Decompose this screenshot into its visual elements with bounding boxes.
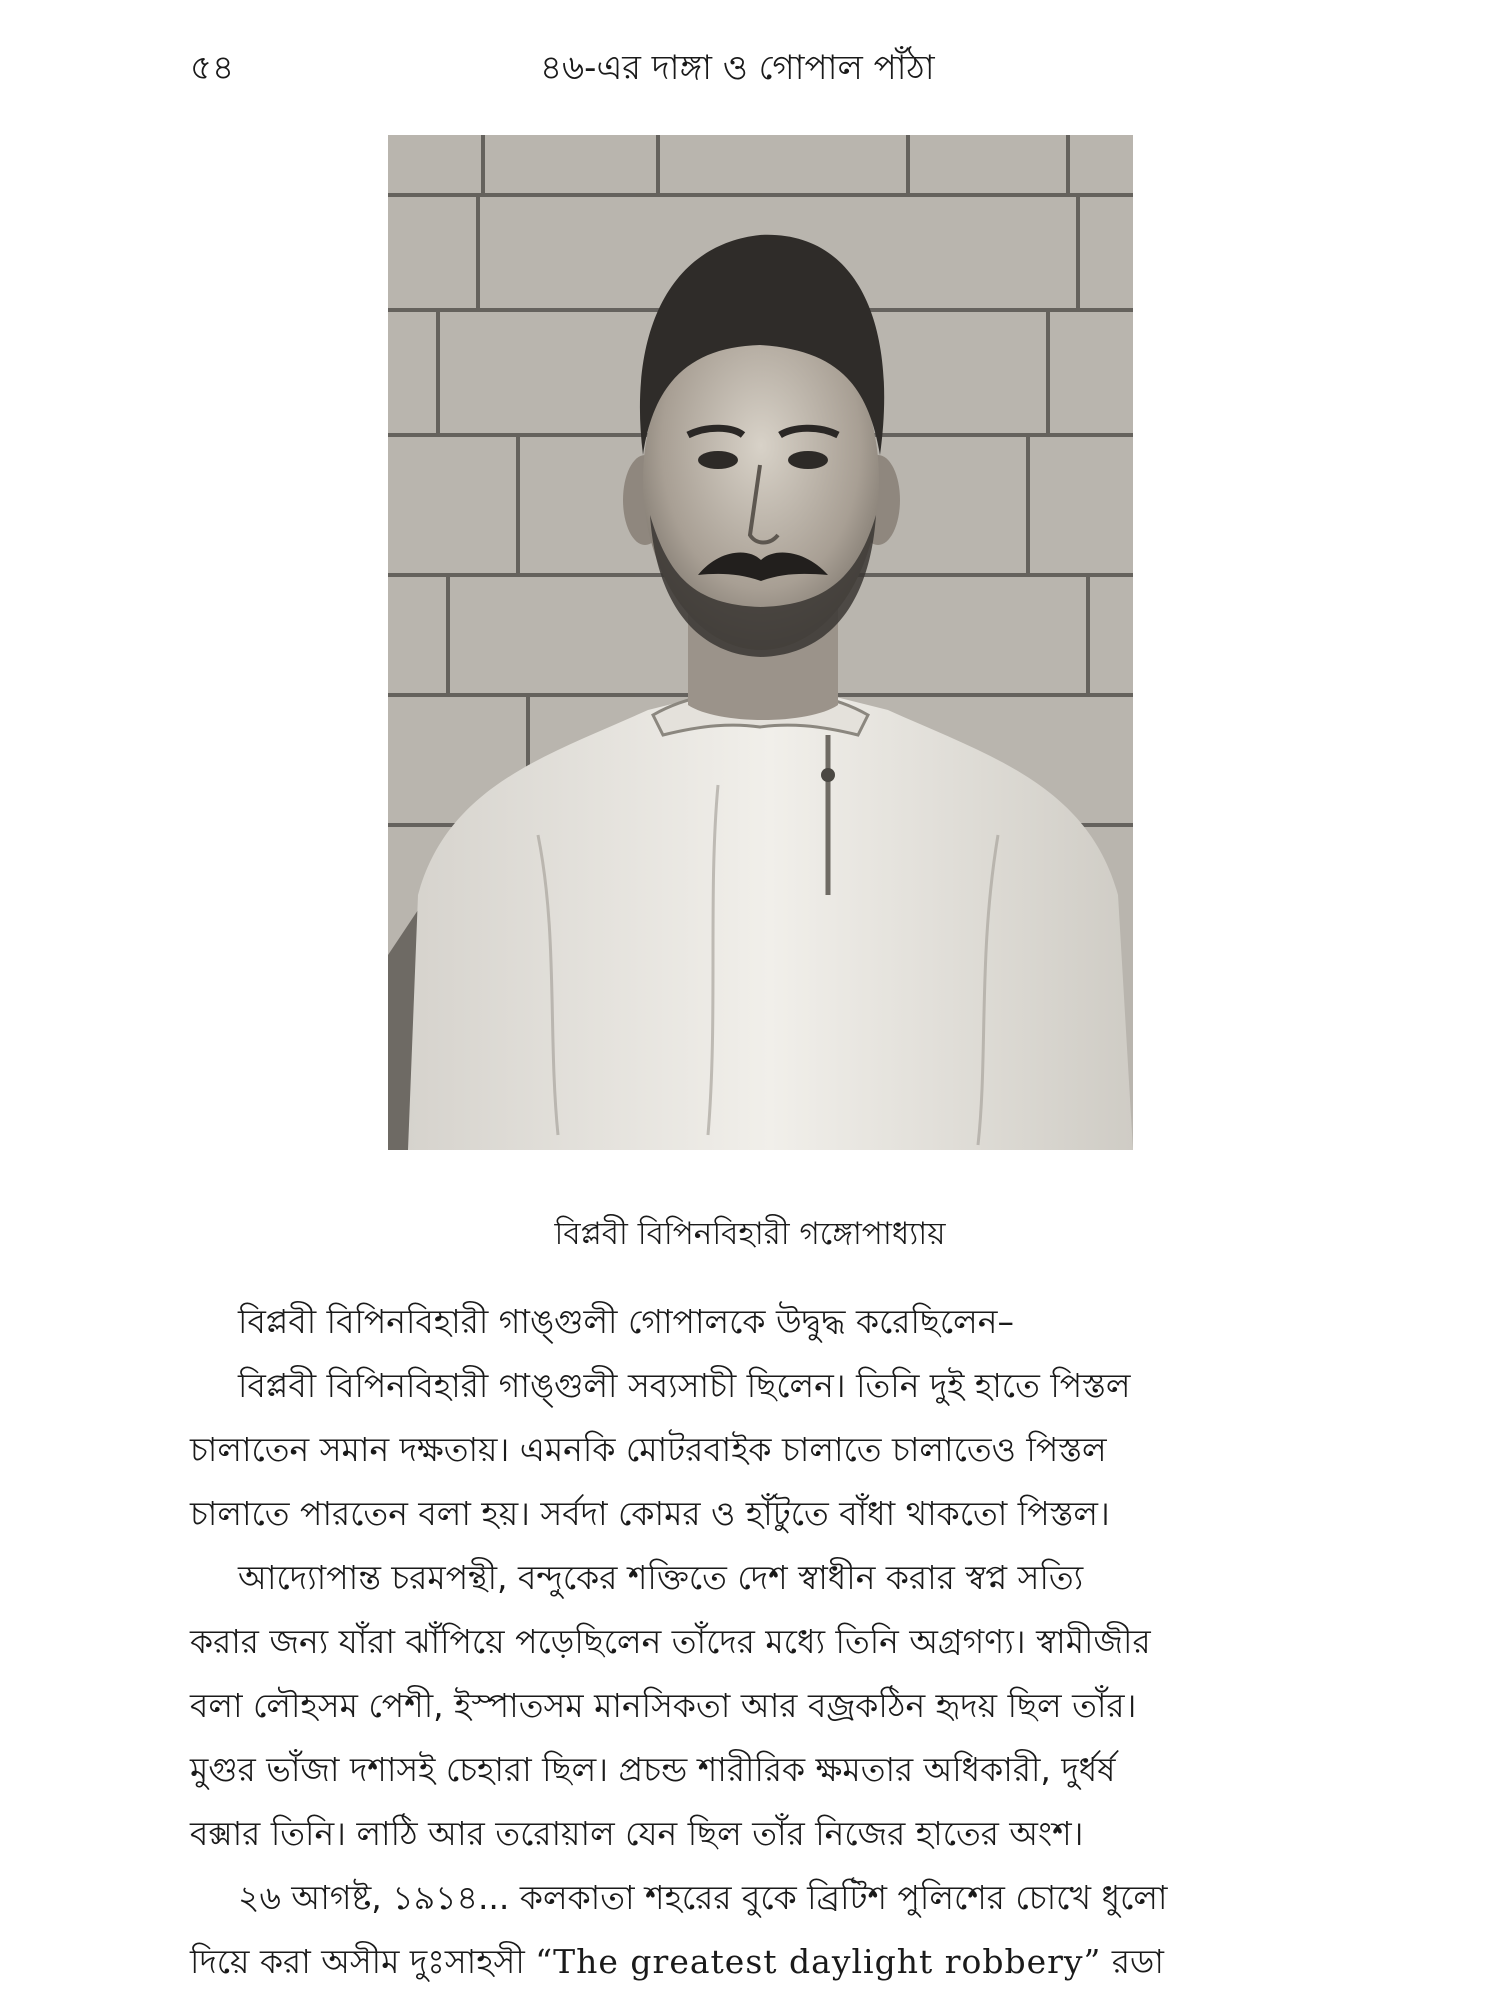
paragraph-2-line-2: চালাতেন সমান দক্ষতায়। এমনকি মোটরবাইক চালাতে চালাতেও পিস্তল [190, 1430, 1107, 1469]
paragraph-3-line-4: মুগুর ভাঁজা দশাসই চেহারা ছিল। প্রচন্ড শারীরিক ক্ষমতার অধিকারী, দুর্ধর্ষ [190, 1750, 1116, 1789]
paragraph-3-line-2: করার জন্য যাঁরা ঝাঁপিয়ে পড়েছিলেন তাঁদের মধ্যে তিনি অগ্রগণ্য। স্বামীজীর [190, 1622, 1151, 1661]
body-text [190, 1290, 1330, 1994]
paragraph-4-line-2 [190, 1930, 1330, 1994]
paragraph-2-line-1: বিপ্লবী বিপিনবিহারী গাঙ্গুলী সব্যসাচী ছিলেন। তিনি দুই হাতে পিস্তল [238, 1366, 1131, 1405]
paragraph-3-line-5: বক্সার তিনি। লাঠি আর তরোয়াল যেন ছিল তাঁর নিজের হাতের অংশ। [190, 1814, 1084, 1853]
paragraph-3-line-3: বলা লৌহসম পেশী, ইস্পাতসম মানসিকতা আর বজ্রকঠিন হৃদয় ছিল তাঁর। [190, 1686, 1137, 1725]
english-quote: “The greatest daylight robbery” [535, 1942, 1102, 1981]
paragraph-4-line-2-end: রডা [1111, 1942, 1164, 1981]
running-header: ৪৬-এর দাঙ্গা ও গোপাল পাঁঠা [540, 48, 935, 88]
page-number: ৫৪ [190, 48, 235, 88]
paragraph-4-line-1: ২৬ আগষ্ট, ১৯১৪... কলকাতা শহরের বুকে ব্রিটিশ পুলিশের চোখে ধুলো [238, 1878, 1168, 1917]
paragraph-1: বিপ্লবী বিপিনবিহারী গাঙ্গুলী গোপালকে উদ্বুদ্ধ করেছিলেন– [238, 1302, 1014, 1341]
figure-caption: বিপ্লবী বিপিনবিহারী গঙ্গোপাধ্যায় [554, 1216, 946, 1252]
portrait-photo [388, 135, 1133, 1150]
paragraph-2-line-3: চালাতে পারতেন বলা হয়। সর্বদা কোমর ও হাঁটুতে বাঁধা থাকতো পিস্তল। [190, 1494, 1110, 1533]
paragraph-3-line-1: আদ্যোপান্ত চরমপন্থী, বন্দুকের শক্তিতে দেশ স্বাধীন করার স্বপ্ন সত্যি [238, 1558, 1084, 1597]
paragraph-4-line-2-start: দিয়ে করা অসীম দুঃসাহসী [190, 1942, 525, 1981]
